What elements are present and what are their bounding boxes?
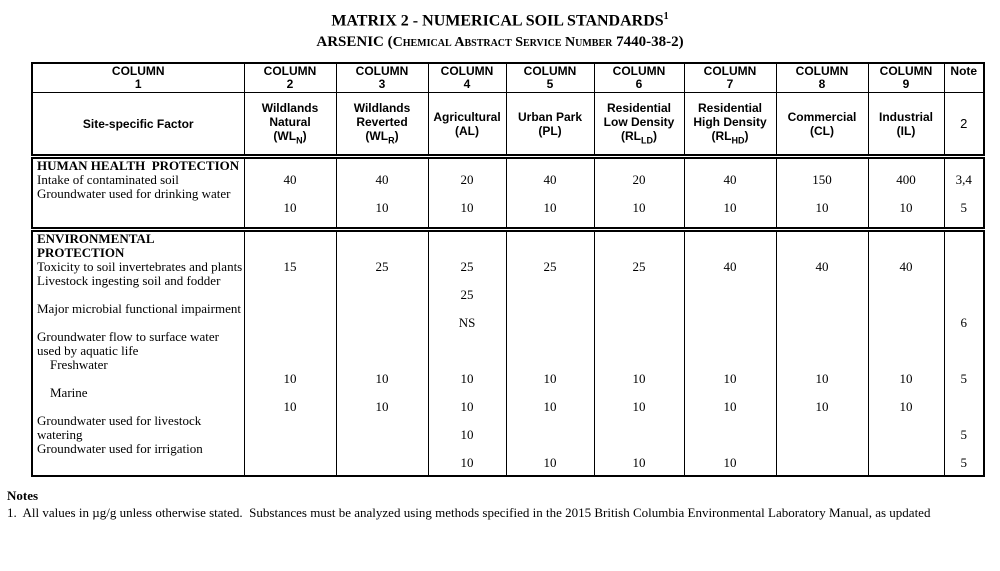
note-value-cell [944, 274, 984, 302]
land-use-code-subscript: LD [641, 135, 653, 146]
land-use-code: (IL) [896, 123, 916, 138]
soil-standards-table [31, 62, 985, 477]
note-value-cell: 3,4 [944, 173, 984, 187]
column-header-number: 3 [378, 77, 386, 92]
standard-value-cell: 40 [684, 173, 776, 187]
subtitle-cas-number: 7440-38-2) [612, 34, 684, 51]
standard-value-cell: 25 [594, 260, 684, 274]
column-header-label: COLUMN [523, 64, 577, 79]
standard-value-cell [336, 302, 428, 330]
land-use-header-cell [684, 93, 776, 157]
standard-value-cell [336, 414, 428, 442]
standard-value-cell: 40 [244, 173, 336, 187]
land-use-code: (PL) [538, 123, 562, 138]
factor-row [32, 442, 984, 476]
column-header-number: 2 [286, 77, 294, 92]
land-use-code-subscript: N [296, 135, 303, 146]
land-use-name-line: Urban Park [517, 109, 583, 124]
standard-value-cell: 10 [594, 187, 684, 230]
column-header-cell [428, 63, 506, 93]
standard-value-cell: 25 [428, 274, 506, 302]
standard-value-cell [244, 414, 336, 442]
factor-label: Groundwater used for irrigation [32, 442, 244, 476]
column-header-cell [868, 63, 944, 93]
standard-value-cell: 10 [868, 358, 944, 386]
column-header-cell [244, 63, 336, 93]
land-use-header-cell [244, 93, 336, 157]
standard-value-cell [506, 414, 594, 442]
standard-value-cell: 40 [684, 260, 776, 274]
standard-value-cell: 10 [868, 187, 944, 230]
empty-cell [776, 230, 868, 261]
note-column-header-cell [944, 63, 984, 93]
standard-value-cell [244, 302, 336, 330]
section-heading-line: HUMAN HEALTH PROTECTION [37, 158, 240, 174]
empty-cell [506, 157, 594, 174]
column-header-label: COLUMN [612, 64, 666, 79]
standard-value-cell [776, 302, 868, 330]
empty-cell [776, 157, 868, 174]
land-use-name-line: Residential [697, 100, 763, 115]
standard-value-cell: 10 [428, 414, 506, 442]
empty-cell [506, 230, 594, 261]
empty-cell [428, 157, 506, 174]
standard-value-cell [594, 274, 684, 302]
column-header-number: 8 [818, 77, 826, 92]
column-header-label: COLUMN [879, 64, 933, 79]
land-use-name-line: Agricultural [433, 109, 501, 124]
column-header-number: 9 [902, 77, 910, 92]
empty-cell [336, 157, 428, 174]
standard-value-cell: 25 [506, 260, 594, 274]
column-header-number: 1 [134, 77, 142, 92]
land-use-header-cell [336, 93, 428, 157]
note-item-1: 1. All values in µg/g unless otherwise stated. Substances must be analyzed using methods specified in the 2015 British Columbia Environmental Laboratory Manual, as updated [7, 505, 931, 521]
note-value-cell: 5 [944, 442, 984, 476]
column-header-cell [594, 63, 684, 93]
factor-row [32, 302, 984, 330]
section-heading-line: ENVIRONMENTAL [37, 231, 155, 247]
standard-value-cell: 20 [594, 173, 684, 187]
land-use-name-line: Wildlands [353, 100, 411, 115]
standard-value-cell: 10 [776, 358, 868, 386]
standard-value-cell: 10 [776, 187, 868, 230]
land-use-code: (AL) [455, 123, 479, 138]
section-heading-cell [32, 230, 244, 261]
standard-value-cell [244, 330, 336, 358]
land-use-name-line: High Density [693, 114, 767, 129]
factor-row [32, 187, 984, 230]
standard-value-cell [594, 414, 684, 442]
standard-value-cell [684, 330, 776, 358]
note-value-cell [944, 260, 984, 274]
standard-value-cell: 10 [336, 386, 428, 414]
empty-cell [244, 157, 336, 174]
factor-row [32, 414, 984, 442]
section-heading-line: PROTECTION [37, 245, 125, 261]
standard-value-cell: 10 [428, 386, 506, 414]
land-use-name-line: Residential [606, 100, 672, 115]
column-header-cell [32, 63, 244, 93]
standard-value-cell: 10 [868, 386, 944, 414]
factor-label: Intake of contaminated soil [32, 173, 244, 187]
empty-cell [684, 157, 776, 174]
column-header-label: COLUMN [263, 64, 317, 79]
land-use-header-row [32, 93, 984, 157]
land-use-code-subscript: HD [731, 135, 745, 146]
standard-value-cell: 400 [868, 173, 944, 187]
column-header-number: 6 [635, 77, 643, 92]
standard-value-cell: 40 [336, 173, 428, 187]
standard-value-cell [594, 302, 684, 330]
subtitle-cas-label: Chemical Abstract Service Number [392, 35, 613, 51]
note-value-cell [944, 330, 984, 358]
standard-value-cell [776, 414, 868, 442]
standard-value-cell: 40 [506, 173, 594, 187]
standard-value-cell [776, 274, 868, 302]
standard-value-cell [868, 414, 944, 442]
standard-value-cell [868, 442, 944, 476]
factor-row [32, 330, 984, 358]
standard-value-cell: 10 [506, 386, 594, 414]
table-body [32, 157, 984, 477]
empty-cell [336, 230, 428, 261]
column-header-number: 5 [546, 77, 554, 92]
standard-value-cell: 40 [868, 260, 944, 274]
standard-value-cell: 10 [506, 442, 594, 476]
empty-cell [868, 157, 944, 174]
empty-cell [594, 230, 684, 261]
land-use-code-subscript: R [388, 135, 395, 146]
standard-value-cell [776, 330, 868, 358]
column-header-label: COLUMN [795, 64, 849, 79]
factor-row [32, 173, 984, 187]
empty-cell [594, 157, 684, 174]
column-header-cell [684, 63, 776, 93]
land-use-name-line: Natural [269, 114, 311, 129]
column-header-cell [776, 63, 868, 93]
factor-row [32, 358, 984, 386]
column-header-number [945, 78, 984, 91]
standard-value-cell: 15 [244, 260, 336, 274]
factor-row [32, 274, 984, 302]
standard-value-cell: 150 [776, 173, 868, 187]
column-header-cell [336, 63, 428, 93]
section-heading-row [32, 230, 984, 261]
factor-label: Groundwater used for drinking water [32, 187, 244, 230]
table-head [32, 63, 984, 157]
standard-value-cell: NS [428, 302, 506, 330]
site-specific-factor-header: Site-specific Factor [32, 93, 244, 157]
note-value-cell: 5 [944, 358, 984, 386]
standard-value-cell: 10 [776, 386, 868, 414]
standard-value-cell: 10 [684, 442, 776, 476]
standard-value-cell: 10 [428, 442, 506, 476]
document-subtitle [0, 33, 1000, 52]
factor-row [32, 260, 984, 274]
land-use-header-cell [868, 93, 944, 157]
column-header-cell [506, 63, 594, 93]
standard-value-cell: 10 [336, 358, 428, 386]
title-footnote-superscript: 1 [663, 11, 669, 22]
note-value-cell [944, 386, 984, 414]
note-value-cell: 5 [944, 414, 984, 442]
column-header-label: COLUMN [703, 64, 757, 79]
note-value-cell: 5 [944, 187, 984, 230]
factor-label: Toxicity to soil invertebrates and plants [32, 260, 244, 274]
factor-label: Livestock ingesting soil and fodder [32, 274, 244, 302]
land-use-code: $(WL_N)$ [273, 128, 307, 146]
column-header-label: COLUMN [440, 64, 494, 79]
standard-value-cell [506, 302, 594, 330]
standard-value-cell: 10 [594, 358, 684, 386]
standard-value-cell [868, 274, 944, 302]
factor-label: Groundwater flow to surface water used by aquatic life [32, 330, 244, 358]
notes-footer [7, 488, 1000, 521]
empty-cell [684, 230, 776, 261]
document-title [0, 7, 1000, 31]
standard-value-cell [506, 274, 594, 302]
standard-value-cell: 20 [428, 173, 506, 187]
document-title-block [0, 0, 1000, 52]
note-header-value: 2 [944, 93, 984, 157]
standard-value-cell [684, 274, 776, 302]
standard-value-cell [244, 274, 336, 302]
factor-label: Marine [32, 386, 244, 414]
standard-value-cell [336, 442, 428, 476]
standard-value-cell: 10 [684, 386, 776, 414]
standard-value-cell [428, 330, 506, 358]
land-use-name-line: Wildlands [261, 100, 319, 115]
section-heading-row [32, 157, 984, 174]
column-header-number: 4 [463, 77, 471, 92]
title-text: MATRIX 2 - NUMERICAL SOIL STANDARDS [331, 12, 664, 30]
land-use-header-cell [506, 93, 594, 157]
standard-value-cell [506, 330, 594, 358]
standard-value-cell [244, 442, 336, 476]
column-header-label: Note [950, 64, 978, 79]
land-use-code: $(RL_{LD})$ [621, 128, 657, 146]
standard-value-cell [336, 330, 428, 358]
column-header-row [32, 63, 984, 93]
factor-label: Freshwater [32, 358, 244, 386]
standard-value-cell: 25 [428, 260, 506, 274]
land-use-name-line: Reverted [356, 114, 408, 129]
standard-value-cell: 10 [244, 358, 336, 386]
factor-label: Major microbial functional impairment [32, 302, 244, 330]
standard-value-cell [684, 414, 776, 442]
land-use-header-cell [776, 93, 868, 157]
standard-value-cell [868, 330, 944, 358]
standard-value-cell: 10 [594, 442, 684, 476]
land-use-code: (CL) [810, 123, 834, 138]
empty-cell [428, 230, 506, 261]
note-value-cell: 6 [944, 302, 984, 330]
land-use-name-line: Low Density [603, 114, 675, 129]
empty-cell [944, 157, 984, 174]
land-use-header-cell [428, 93, 506, 157]
standard-value-cell [776, 442, 868, 476]
standard-value-cell: 10 [506, 187, 594, 230]
empty-cell [244, 230, 336, 261]
column-header-number: 7 [726, 77, 734, 92]
standard-value-cell: 10 [244, 187, 336, 230]
land-use-name-line: Industrial [878, 109, 933, 124]
standard-value-cell [684, 302, 776, 330]
standard-value-cell: 10 [684, 358, 776, 386]
empty-cell [868, 230, 944, 261]
standard-value-cell: 10 [244, 386, 336, 414]
empty-cell [944, 230, 984, 261]
standard-value-cell: 40 [776, 260, 868, 274]
standard-value-cell: 10 [594, 386, 684, 414]
land-use-code: $(WL_R)$ [365, 128, 399, 146]
factor-label: Groundwater used for livestock watering [32, 414, 244, 442]
notes-heading: Notes [7, 488, 39, 504]
column-header-label: COLUMN [355, 64, 409, 79]
land-use-code: $(RL_{HD})$ [711, 128, 749, 146]
standard-value-cell: 10 [684, 187, 776, 230]
standard-value-cell [336, 274, 428, 302]
column-header-label: COLUMN [111, 64, 165, 79]
standard-value-cell: 10 [428, 187, 506, 230]
standard-value-cell: 25 [336, 260, 428, 274]
standard-value-cell: 10 [428, 358, 506, 386]
subtitle-substance: ARSENIC ( [316, 34, 393, 51]
land-use-header-cell [594, 93, 684, 157]
factor-row [32, 386, 984, 414]
section-heading-cell [32, 157, 244, 174]
standard-value-cell [594, 330, 684, 358]
standard-value-cell: 10 [336, 187, 428, 230]
standard-value-cell [868, 302, 944, 330]
standard-value-cell: 10 [506, 358, 594, 386]
land-use-name-line: Commercial [787, 109, 857, 124]
